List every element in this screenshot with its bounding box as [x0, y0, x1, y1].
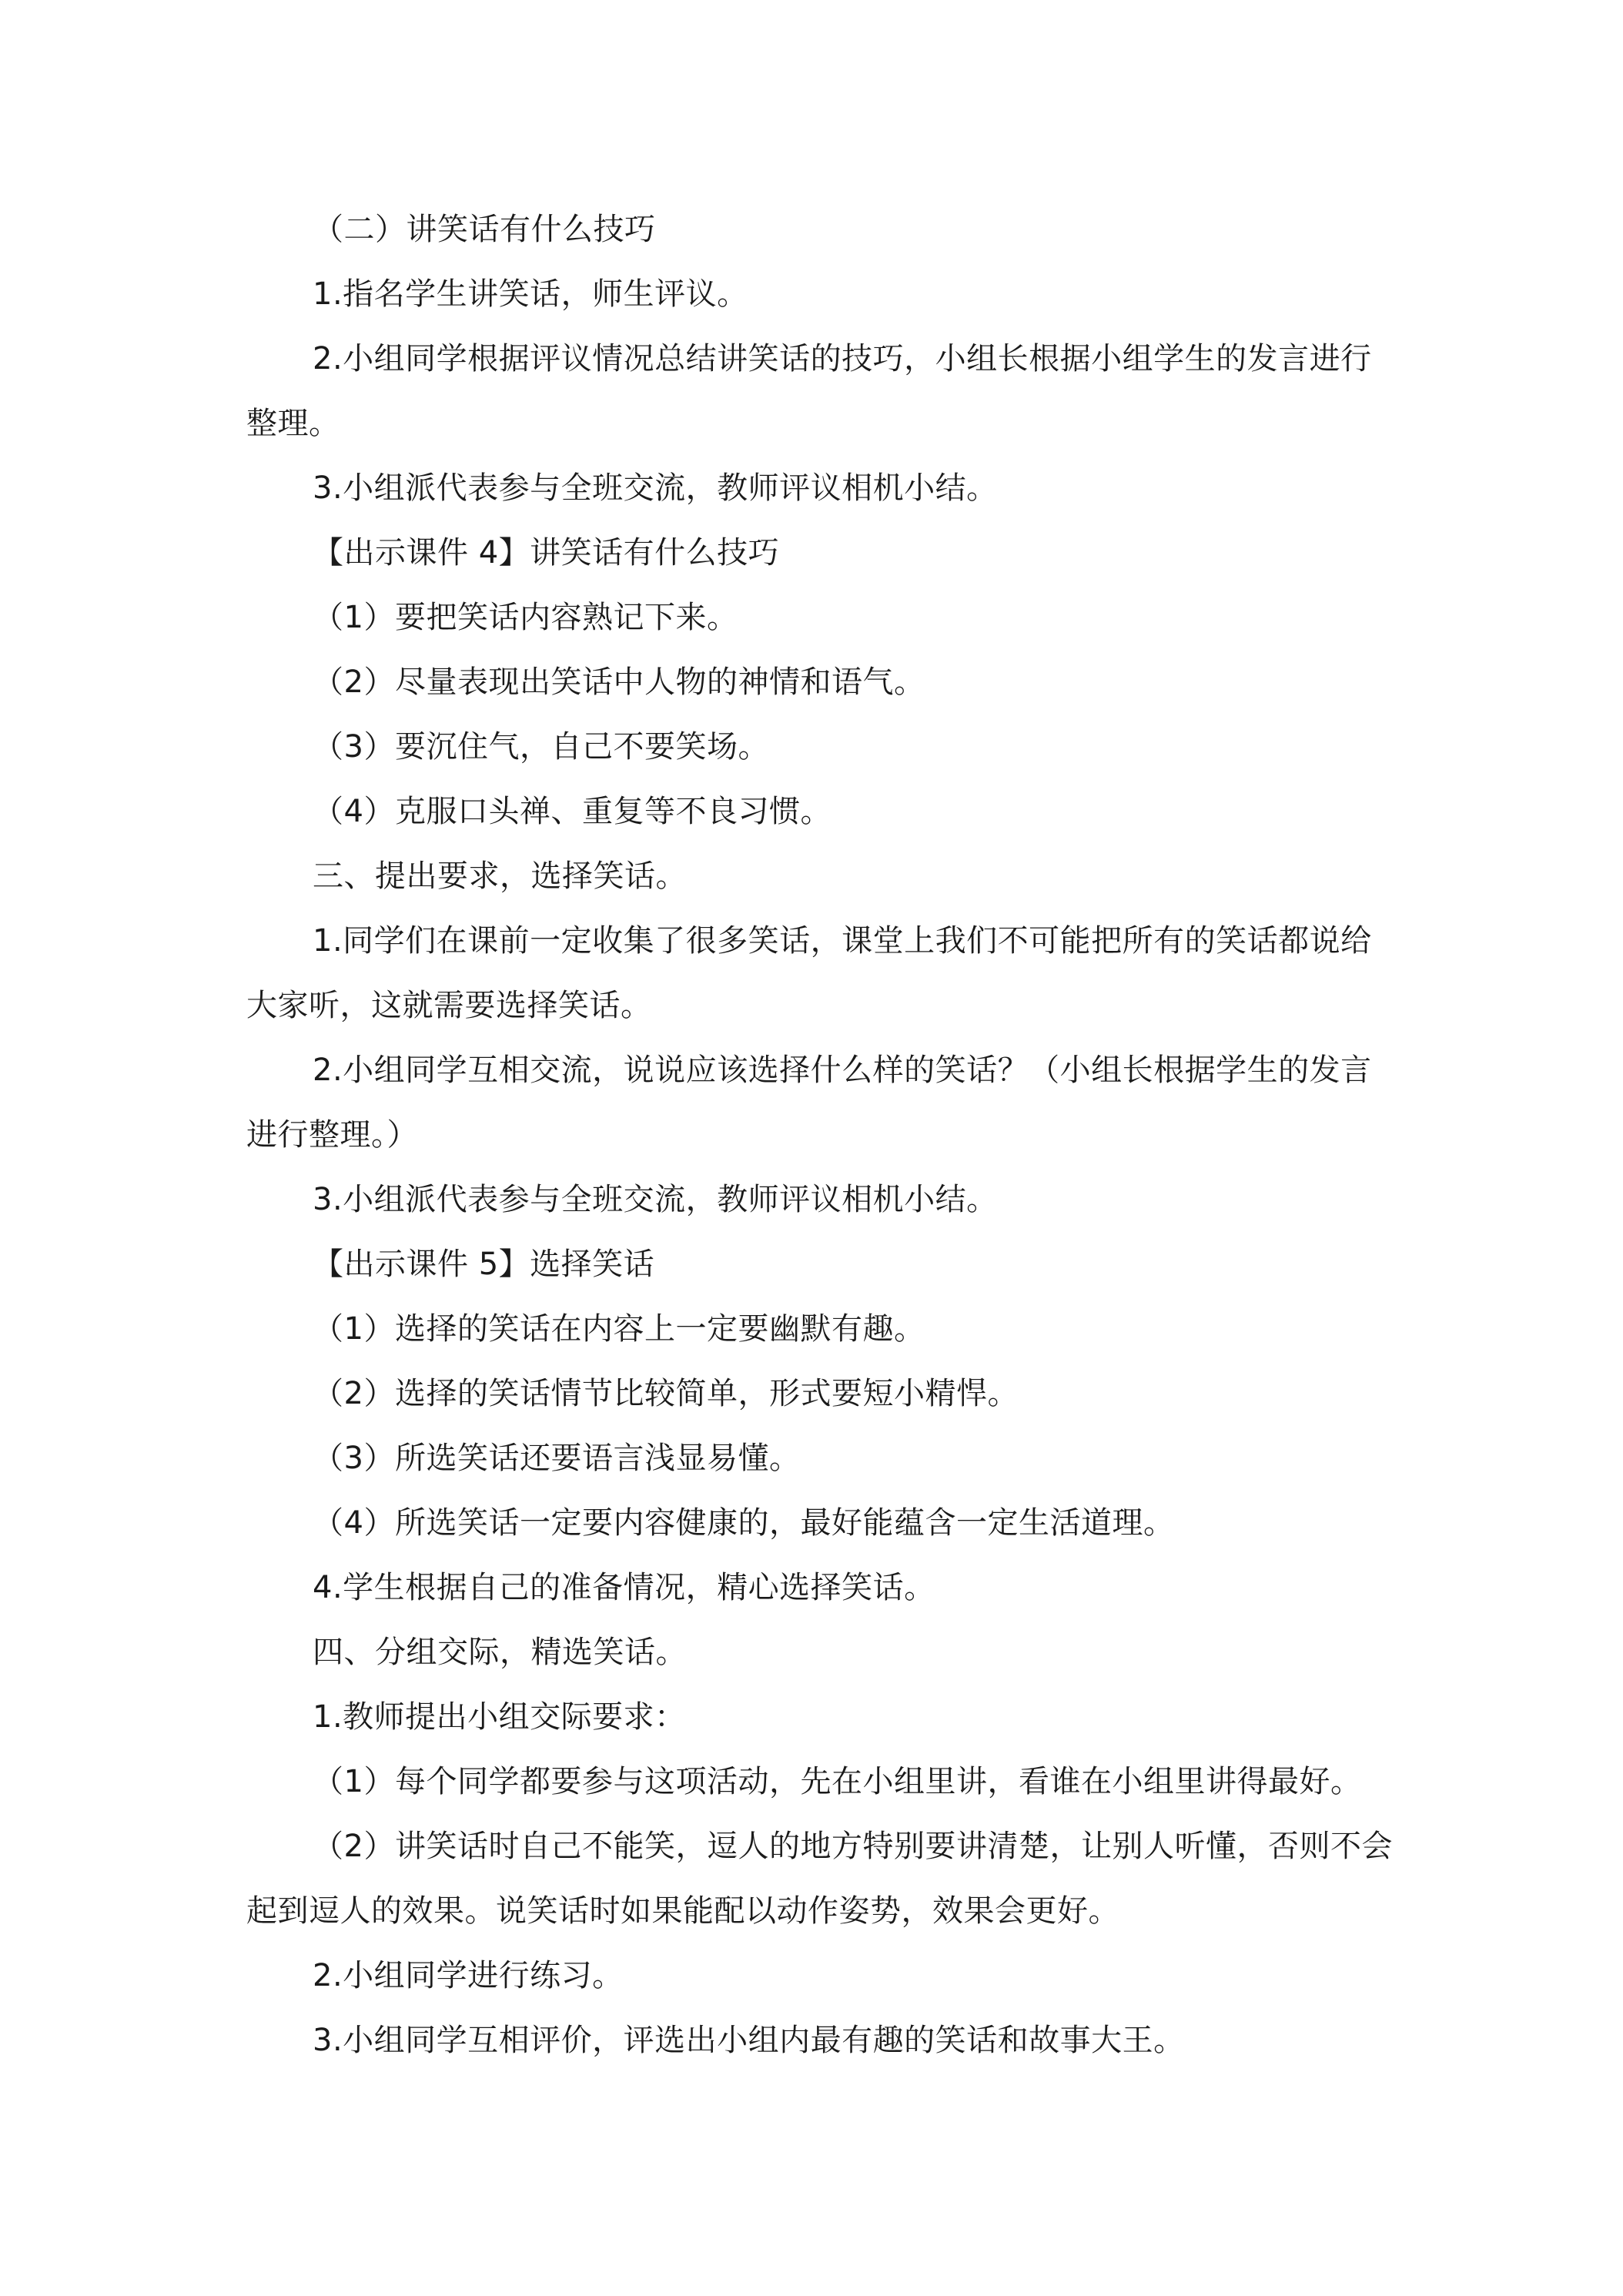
paragraph-select-step-1: 1.同学们在课前一定收集了很多笑话，课堂上我们不可能把所有的笑话都说给大家听，这就需要选择笑话。	[246, 923, 1372, 1023]
select-item-1: （1）选择的笑话在内容上一定要幽默有趣。	[313, 1311, 925, 1347]
section-heading-select-jokes: 三、提出要求，选择笑话。	[313, 858, 687, 894]
section-heading-joke-skills: （二）讲笑话有什么技巧	[313, 212, 656, 247]
skill-item-2: （2）尽量表现出笑话中人物的神情和语气。	[313, 664, 925, 700]
paragraph-select-step-4: 4.学生根据自己的准备情况，精心选择笑话。	[313, 1570, 935, 1605]
paragraph-step-2: 2.小组同学根据评议情况总结讲笑话的技巧，小组长根据小组学生的发言进行整理。	[246, 341, 1372, 441]
skill-item-3: （3）要沉住气，自己不要笑场。	[313, 729, 769, 765]
skill-item-4: （4）克服口头禅、重复等不良习惯。	[313, 794, 832, 829]
section-heading-group-practice: 四、分组交际，精选笑话。	[313, 1635, 687, 1670]
group-requirement-2: （2）讲笑话时自己不能笑，逗人的地方特别要讲清楚，让别人听懂，否则不会起到逗人的效果。说笑话时如果能配以动作姿势，效果会更好。	[246, 1829, 1393, 1929]
paragraph-group-step-1: 1.教师提出小组交际要求：	[313, 1699, 686, 1735]
select-item-3: （3）所选笑话还要语言浅显易懂。	[313, 1441, 801, 1476]
select-item-2: （2）选择的笑话情节比较简单，形式要短小精悍。	[313, 1376, 1019, 1411]
paragraph-select-step-2: 2.小组同学互相交流，说说应该选择什么样的笑话？（小组长根据学生的发言进行整理。）	[246, 1053, 1372, 1153]
paragraph-group-step-3: 3.小组同学互相评价，评选出小组内最有趣的笑话和故事大王。	[313, 2023, 1185, 2058]
group-requirement-1: （1）每个同学都要参与这项活动，先在小组里讲，看谁在小组里讲得最好。	[313, 1764, 1362, 1799]
select-item-4: （4）所选笑话一定要内容健康的，最好能蕴含一定生活道理。	[313, 1505, 1175, 1541]
courseware-5-heading: 【出示课件 5】选择笑话	[313, 1247, 655, 1282]
paragraph-step-3: 3.小组派代表参与全班交流，教师评议相机小结。	[313, 470, 998, 506]
paragraph-group-step-2: 2.小组同学进行练习。	[313, 1958, 624, 1993]
courseware-4-heading: 【出示课件 4】讲笑话有什么技巧	[313, 535, 780, 571]
paragraph-step-1: 1.指名学生讲笑话，师生评议。	[313, 276, 748, 312]
skill-item-1: （1）要把笑话内容熟记下来。	[313, 600, 738, 635]
paragraph-select-step-3: 3.小组派代表参与全班交流，教师评议相机小结。	[313, 1182, 998, 1217]
